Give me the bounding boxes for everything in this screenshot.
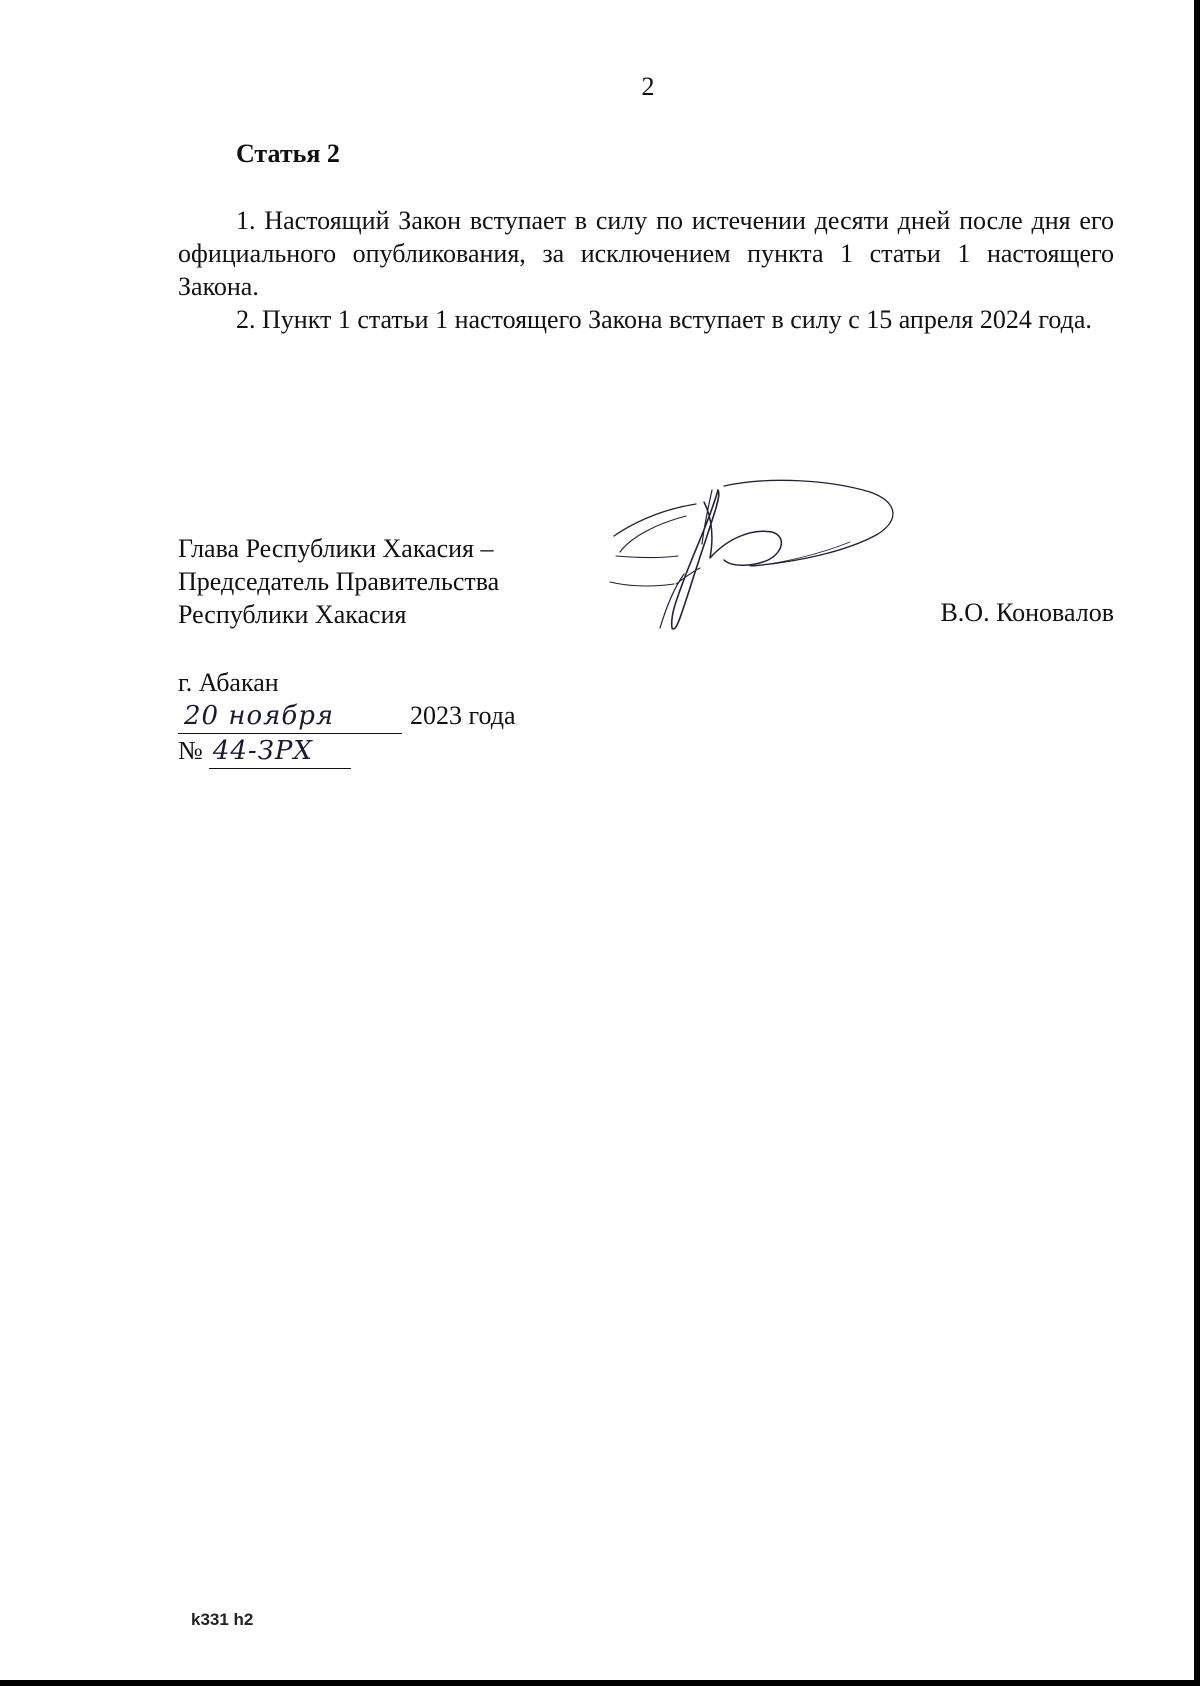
article-title: Статья 2 — [236, 139, 340, 168]
date-line — [178, 699, 516, 734]
number-sign: № — [178, 736, 203, 765]
paragraph-2: 2. Пункт 1 статьи 1 настоящего Закона вступает в силу с 15 апреля 2024 года. — [236, 305, 1092, 334]
scan-border-right — [1194, 0, 1200, 1686]
handwritten-date: 20 ноября — [178, 700, 402, 734]
number-line — [178, 734, 516, 769]
scan-border-bottom — [0, 1680, 1200, 1686]
city: г. Абакан — [178, 668, 279, 697]
signatory-title — [178, 532, 499, 631]
page-number: 2 — [641, 72, 655, 101]
document-code: k331 h2 — [191, 1610, 254, 1629]
year-text: 2023 года — [410, 701, 516, 730]
place-date-number — [178, 666, 516, 769]
handwritten-law-number: 44-ЗРХ — [209, 735, 351, 769]
handwritten-signature — [600, 478, 910, 648]
signatory-title-line-2: Председатель Правительства — [178, 567, 500, 596]
signatory-title-line-1: Глава Республики Хакасия – — [178, 534, 494, 563]
signatory-name: В.О. Коновалов — [940, 598, 1114, 627]
paragraph-1: 1. Настоящий Закон вступает в силу по истечении десяти дней после дня его официального опубликования, за исключением пункта 1 статьи 1 настоящего Закона. — [178, 206, 1114, 301]
signatory-title-line-3: Республики Хакасия — [178, 600, 407, 629]
article-body — [178, 204, 1114, 336]
